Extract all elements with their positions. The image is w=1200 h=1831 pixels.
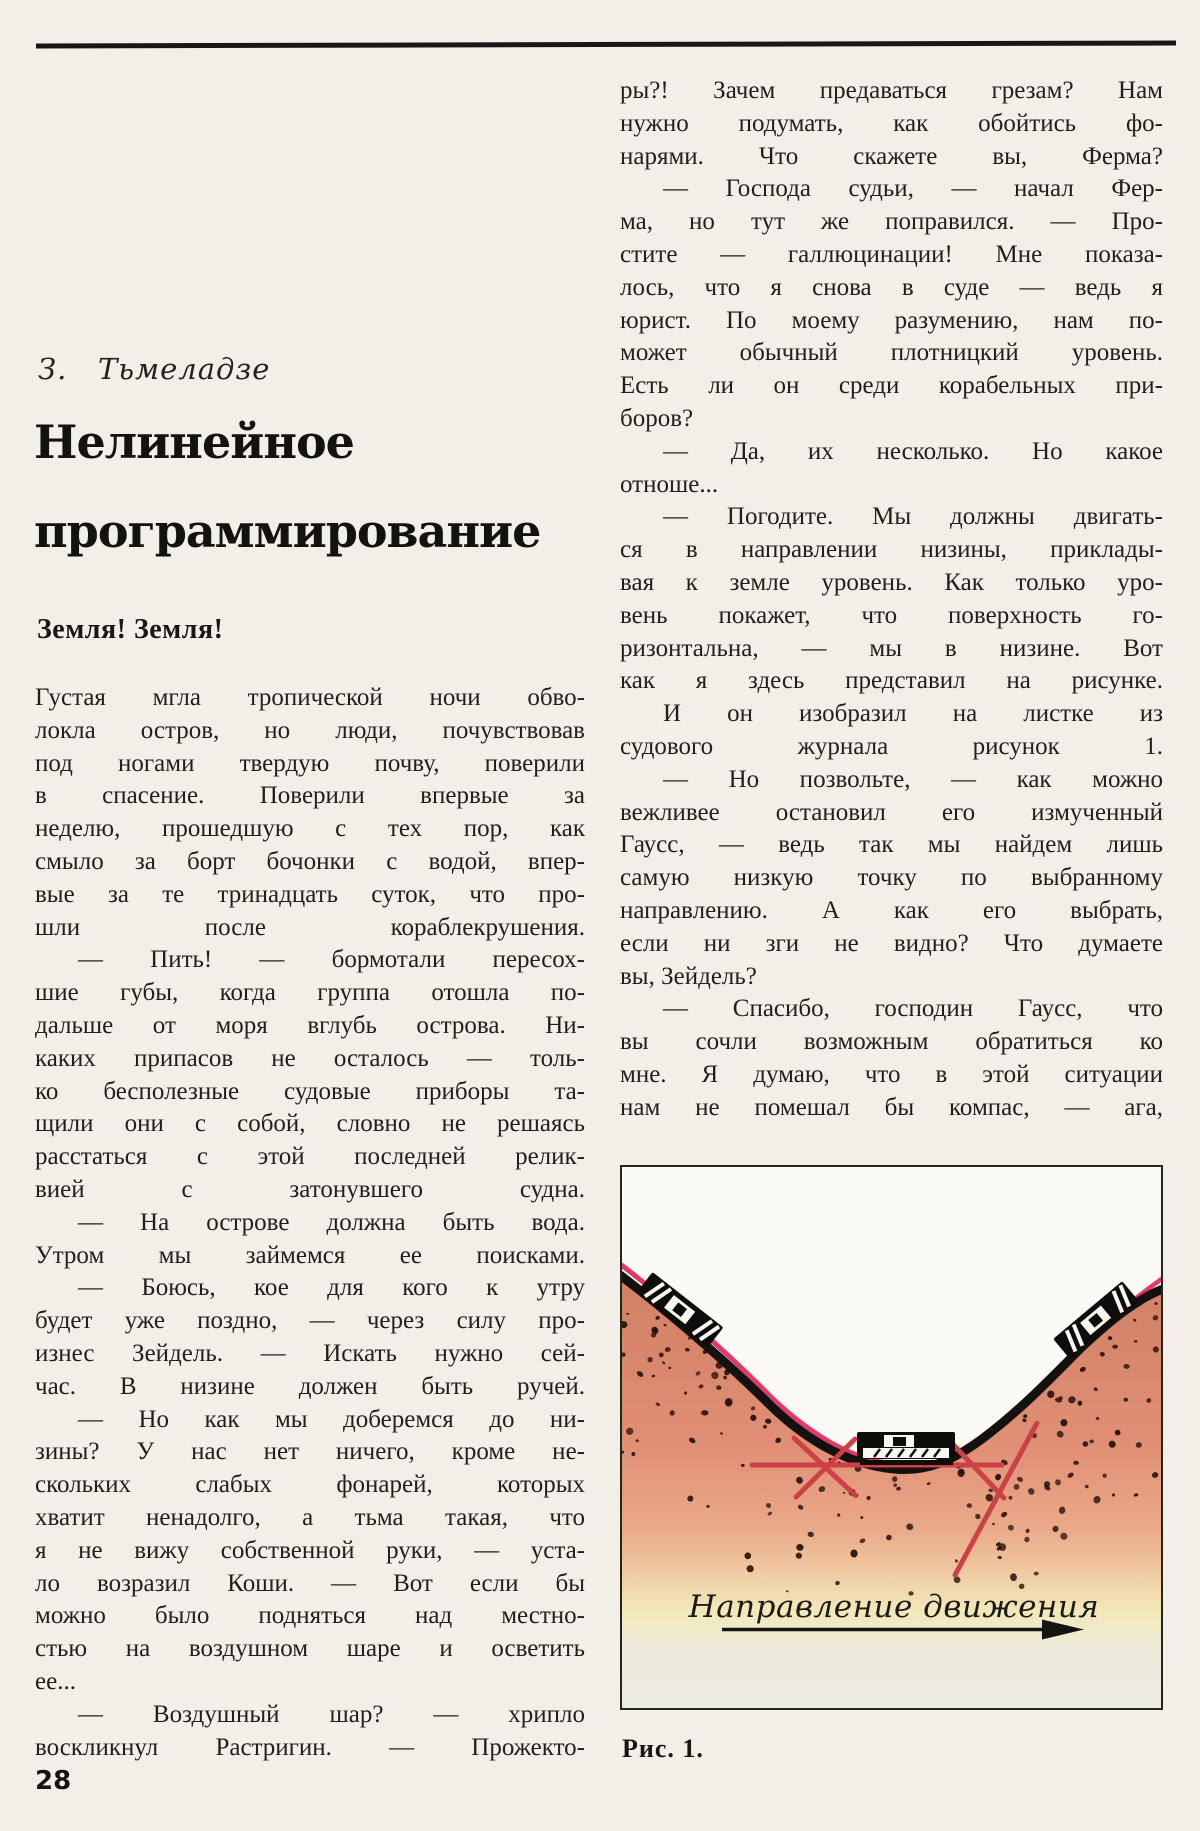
text-line: Густая мгла тропической ночи обво-	[35, 684, 585, 711]
text-line: ее...	[35, 1667, 76, 1695]
text-line: будет уже поздно, — через силу про-	[35, 1307, 585, 1335]
article-title-line1: Нелинейное	[34, 415, 354, 469]
text-line: час. В низине должен быть ручей.	[35, 1372, 585, 1400]
text-line: вая к земле уровень. Как только уро-	[620, 568, 1163, 596]
text-line: стите — галлюцинации! Мне показа-	[620, 240, 1163, 268]
text-line: вы сочли возможным обратиться ко	[620, 1028, 1163, 1056]
article-author: З. Тьмеладзе	[38, 352, 271, 386]
text-line: самую низкую точку по выбранному	[620, 864, 1163, 892]
text-line: нарями. Что скажете вы, Ферма?	[620, 142, 1163, 170]
text-line: локла остров, но люди, почувствовав	[35, 716, 585, 744]
text-line: вень покажет, что поверхность го-	[620, 601, 1163, 629]
text-line: зины? У нас нет ничего, кроме не-	[35, 1438, 585, 1466]
figure-1-illustration	[620, 1165, 1163, 1710]
text-line: расстаться с этой последней релик-	[35, 1143, 585, 1171]
text-line: — Но позвольте, — как можно	[663, 765, 1163, 793]
text-line: я не вижу собственной руки, — уста-	[35, 1536, 585, 1564]
carpenter-level-bottom-icon	[857, 1432, 955, 1465]
text-line: — На острове должна быть вода.	[78, 1208, 585, 1236]
text-line: может обычный плотницкий уровень.	[620, 339, 1163, 367]
text-line: нужно подумать, как обойтись фо-	[620, 109, 1163, 137]
text-line: нам не помешал бы компас, — ага,	[620, 1093, 1163, 1121]
text-line: вые за те тринадцать суток, что про-	[35, 880, 585, 908]
text-line: вией с затонувшего судна.	[35, 1175, 585, 1203]
text-line: в спасение. Поверили впервые за	[35, 782, 585, 810]
valley-cross-section	[622, 1167, 1161, 1708]
text-line: — Пить! — бормотали пересох-	[78, 946, 585, 974]
text-line: юрист. По моему разумению, нам по-	[620, 306, 1163, 334]
text-line: отноше...	[620, 470, 719, 498]
text-column-right	[620, 75, 1163, 1125]
text-line: — Погодите. Мы должны двигать-	[663, 503, 1163, 531]
text-line: как я здесь представил на рисунке.	[620, 667, 1163, 695]
text-line: мне. Я думаю, что в этой ситуации	[620, 1060, 1163, 1088]
text-line: ко бесполезные судовые приборы та-	[35, 1077, 585, 1105]
text-line: направлению. А как его выбрать,	[620, 896, 1163, 924]
text-line: — Спасибо, господин Гаусс, что	[663, 995, 1163, 1023]
text-line: под ногами твердую почву, поверили	[35, 749, 585, 777]
text-line: боров?	[620, 404, 694, 432]
text-line: Утром мы займемся ее поисками.	[35, 1241, 585, 1269]
text-line: ризонтальна, — мы в низине. Вот	[620, 634, 1163, 662]
article-title	[34, 398, 594, 576]
text-line: смыло за борт бочонки с водой, впер-	[35, 847, 585, 875]
section-heading: Земля! Земля!	[37, 614, 224, 645]
text-line: — Да, их несколько. Но какое	[663, 437, 1163, 465]
text-line: каких припасов не осталось — толь-	[35, 1044, 585, 1072]
text-line: скольких слабых фонарей, которых	[35, 1471, 585, 1499]
figure-direction-label: Направление движения	[688, 1589, 1100, 1625]
text-line: вы, Зейдель?	[620, 962, 757, 990]
text-line: вежливее остановил его измученный	[620, 798, 1163, 826]
text-line: изнес Зейдель. — Искать нужно сей-	[35, 1339, 585, 1367]
text-line: если ни зги не видно? Что думаете	[620, 929, 1163, 957]
text-line: — Господа судьи, — начал Фер-	[663, 175, 1163, 203]
text-line: — Но как мы доберемся до ни-	[78, 1405, 585, 1433]
text-line: ло возразил Коши. — Вот если бы	[35, 1569, 585, 1597]
text-line: лось, что я снова в суде — ведь я	[620, 273, 1163, 301]
text-line: ма, но тут же поправился. — Про-	[620, 208, 1163, 236]
text-line: стью на воздушном шаре и осветить	[35, 1635, 585, 1663]
text-line: щили они с собой, словно не решаясь	[35, 1110, 585, 1138]
text-line: можно было подняться над местно-	[35, 1602, 585, 1630]
text-line: — Боюсь, кое для кого к утру	[78, 1274, 585, 1302]
text-line: шие губы, когда группа отошла по-	[35, 979, 585, 1007]
text-line: Есть ли он среди корабельных при-	[620, 372, 1163, 400]
text-line: неделю, прошедшую с тех пор, как	[35, 815, 585, 843]
text-line: судового журнала рисунок 1.	[620, 732, 1163, 760]
article-title-line2: программирование	[34, 504, 541, 558]
header-rule	[36, 41, 1176, 49]
text-line: хватит ненадолго, а тьма такая, что	[35, 1503, 585, 1531]
text-line: воскликнул Растригин. — Прожекто-	[35, 1733, 585, 1761]
text-line: Гаусс, — ведь так мы найдем лишь	[620, 831, 1163, 859]
text-column-left	[35, 682, 585, 1764]
text-line: ры?! Зачем предаваться грезам? Нам	[620, 77, 1163, 104]
text-line: шли после кораблекрушения.	[35, 913, 585, 941]
text-line: дальше от моря вглубь острова. Ни-	[35, 1011, 585, 1039]
text-line: И он изобразил на листке из	[663, 700, 1163, 728]
text-line: ся в направлении низины, приклады-	[620, 536, 1163, 564]
text-line: — Воздушный шар? — хрипло	[78, 1700, 585, 1728]
figure-caption: Рис. 1.	[622, 1734, 704, 1763]
page-number: 28	[35, 1766, 72, 1796]
